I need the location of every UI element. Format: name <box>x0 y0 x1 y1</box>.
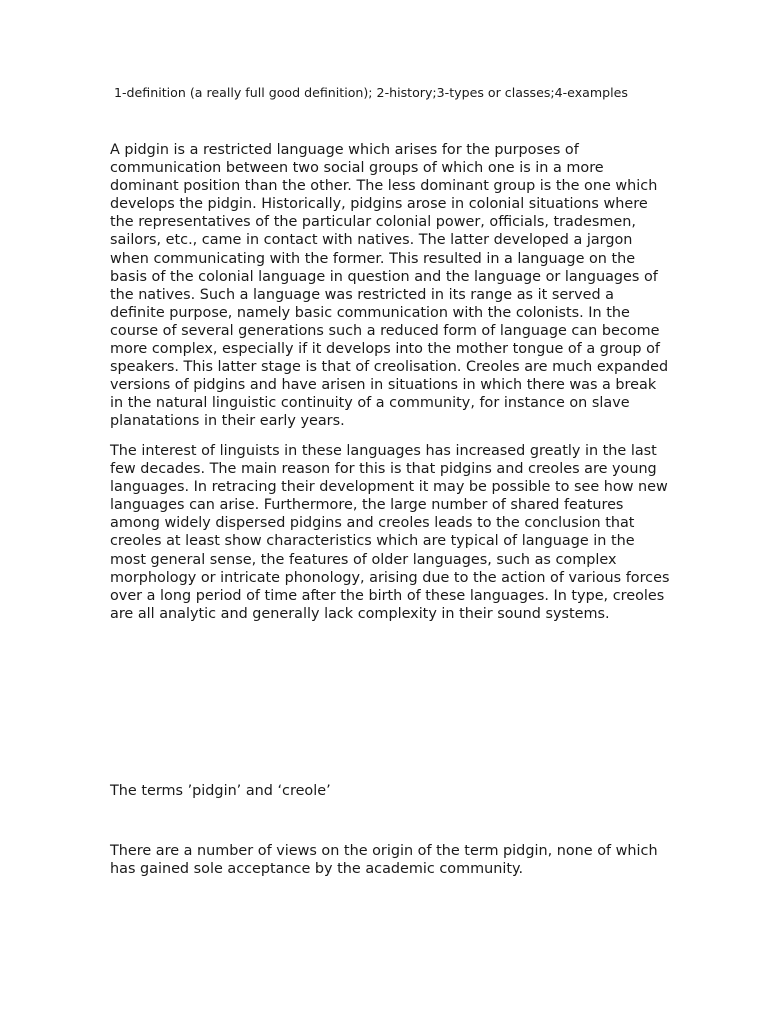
paragraph-term-origin: There are a number of views on the origin of the term pidgin, none of which has gained sole acceptance by the academic community. <box>110 843 658 878</box>
section-title: The terms ’pidgin’ and ‘creole’ <box>110 783 331 799</box>
paragraph-linguistic-interest: The interest of linguists in these languages has increased greatly in the last few decades. The main reason for this is that pidgins and creoles are young languages. In retracing their development it may be possible to see how new languages can arise. Furthermore, the large number of shared features among widely dispersed pidgins and creoles leads to the conclusion that creoles at least show characteristics which are typical of language in the most general sense, the features of older languages, such as complex morphology or intricate phonology, arising due to the action of various forces over a long period of time after the birth of these languages. In type, creoles are all analytic and generally lack complexity in their sound systems. <box>110 443 670 622</box>
paragraph-definition: A pidgin is a restricted language which arises for the purposes of communication between two social groups of which one is in a more dominant position than the other. The less dominant group is the one which develops the pidgin. Historically, pidgins arose in colonial situations where the representatives of the particular colonial power, officials, tradesmen, sailors, etc., came in contact with natives. The latter developed a jargon when communicating with the former. This resulted in a language on the basis of the colonial language in question and the language or languages of the natives. Such a language was restricted in its range as it served a definite purpose, namely basic communication with the colonists. In the course of several generations such a reduced form of language can become more complex, especially if it develops into the mother tongue of a group of speakers. This latter stage is that of creolisation. Creoles are much expanded versions of pidgins and have arisen in situations in which there was a break in the natural linguistic continuity of a community, for instance on slave planatations in their early years. <box>110 142 669 430</box>
outline-line: 1-definition (a really full good definition); 2-history;3-types or classes;4-examples <box>114 85 628 100</box>
